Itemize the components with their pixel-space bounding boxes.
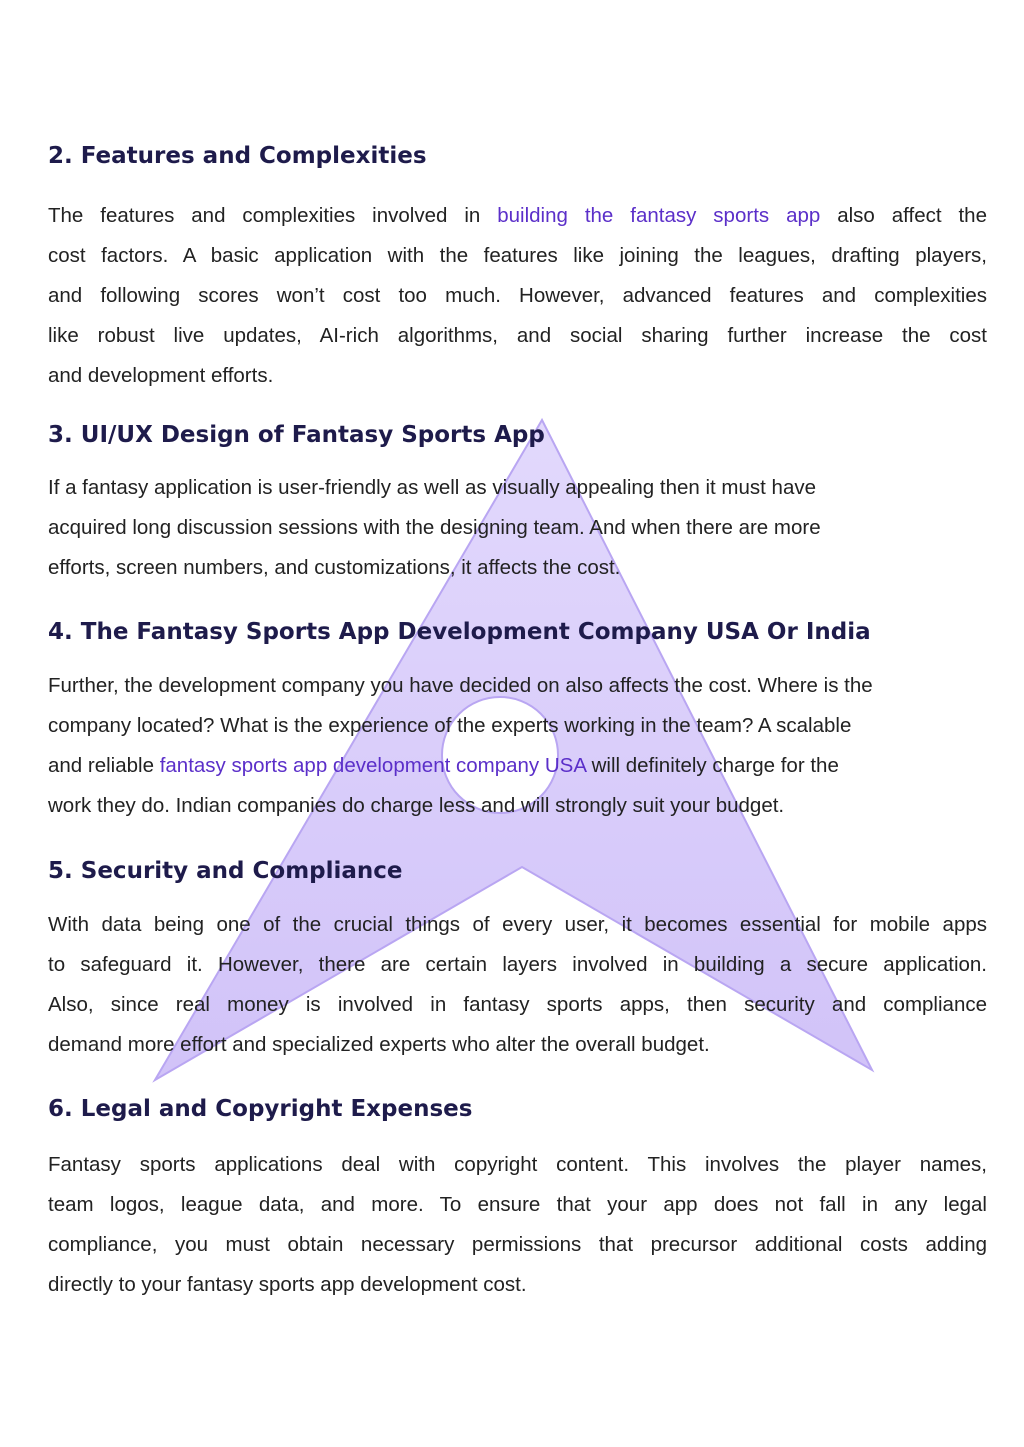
section-paragraph (48, 468, 928, 588)
section-title: Legal and Copyright Expenses (80, 1096, 473, 1122)
paragraph-line: company located? What is the experience of the experts working in the team? A scalable (48, 714, 852, 737)
section-paragraph (48, 1145, 987, 1305)
section-heading (48, 856, 987, 886)
paragraph-line: efforts, screen numbers, and customizations, it affects the cost. (48, 556, 621, 579)
paragraph-line: Further, the development company you have decided on also affects the cost. Where is the (48, 674, 873, 697)
paragraph-line: Fantasy sports applications deal with copyright content. This involves the player names, (48, 1153, 987, 1176)
building-fantasy-app-link[interactable]: building the fantasy sports app (497, 204, 821, 227)
company-usa-link[interactable]: fantasy sports app development company USA (159, 754, 586, 777)
paragraph-line: and following scores won’t cost too much. However, advanced features and complexities (48, 284, 987, 307)
section-number: 5. (48, 858, 73, 884)
section-number: 3. (48, 422, 73, 448)
paragraph-line: team logos, league data, and more. To ensure that your app does not fall in any legal (48, 1193, 987, 1216)
section-title: The Fantasy Sports App Development Company USA Or India (80, 619, 871, 645)
section-title: Features and Complexities (80, 143, 427, 169)
section-uiux (48, 420, 987, 588)
paragraph-line: compliance, you must obtain necessary permissions that precursor additional costs adding (48, 1233, 987, 1256)
paragraph-line: Also, since real money is involved in fantasy sports apps, then security and compliance (48, 993, 987, 1016)
section-heading (48, 617, 987, 647)
paragraph-line: and reliable fantasy sports app development company USA will definitely charge for the (48, 754, 839, 777)
paragraph-line: The features and complexities involved in building the fantasy sports app also affect the (48, 204, 987, 227)
section-heading (48, 420, 987, 450)
section-title: Security and Compliance (80, 858, 403, 884)
paragraph-line: cost factors. A basic application with the features like joining the leagues, drafting players, (48, 244, 987, 267)
paragraph-line: work they do. Indian companies do charge less and will strongly suit your budget. (48, 794, 785, 817)
section-paragraph (48, 666, 987, 826)
paragraph-line: and development efforts. (48, 364, 274, 387)
paragraph-line: demand more effort and specialized experts who alter the overall budget. (48, 1033, 710, 1056)
paragraph-line: With data being one of the crucial things of every user, it becomes essential for mobile apps (48, 913, 987, 936)
section-number: 6. (48, 1096, 73, 1122)
paragraph-line: If a fantasy application is user-friendly as well as visually appealing then it must have (48, 476, 817, 499)
section-company (48, 617, 987, 826)
section-paragraph (48, 905, 987, 1065)
paragraph-line: directly to your fantasy sports app development cost. (48, 1273, 527, 1296)
paragraph-line: like robust live updates, AI-rich algorithms, and social sharing further increase the cost (48, 324, 987, 347)
section-title: UI/UX Design of Fantasy Sports App (80, 422, 545, 448)
section-security (48, 856, 987, 1065)
section-heading (48, 1094, 987, 1124)
paragraph-line: to safeguard it. However, there are certain layers involved in building a secure application. (48, 953, 987, 976)
section-features (48, 141, 987, 396)
section-number: 2. (48, 143, 73, 169)
section-legal (48, 1094, 987, 1305)
paragraph-line: acquired long discussion sessions with the designing team. And when there are more (48, 516, 821, 539)
section-number: 4. (48, 619, 73, 645)
section-paragraph (48, 196, 987, 396)
section-heading (48, 141, 987, 171)
